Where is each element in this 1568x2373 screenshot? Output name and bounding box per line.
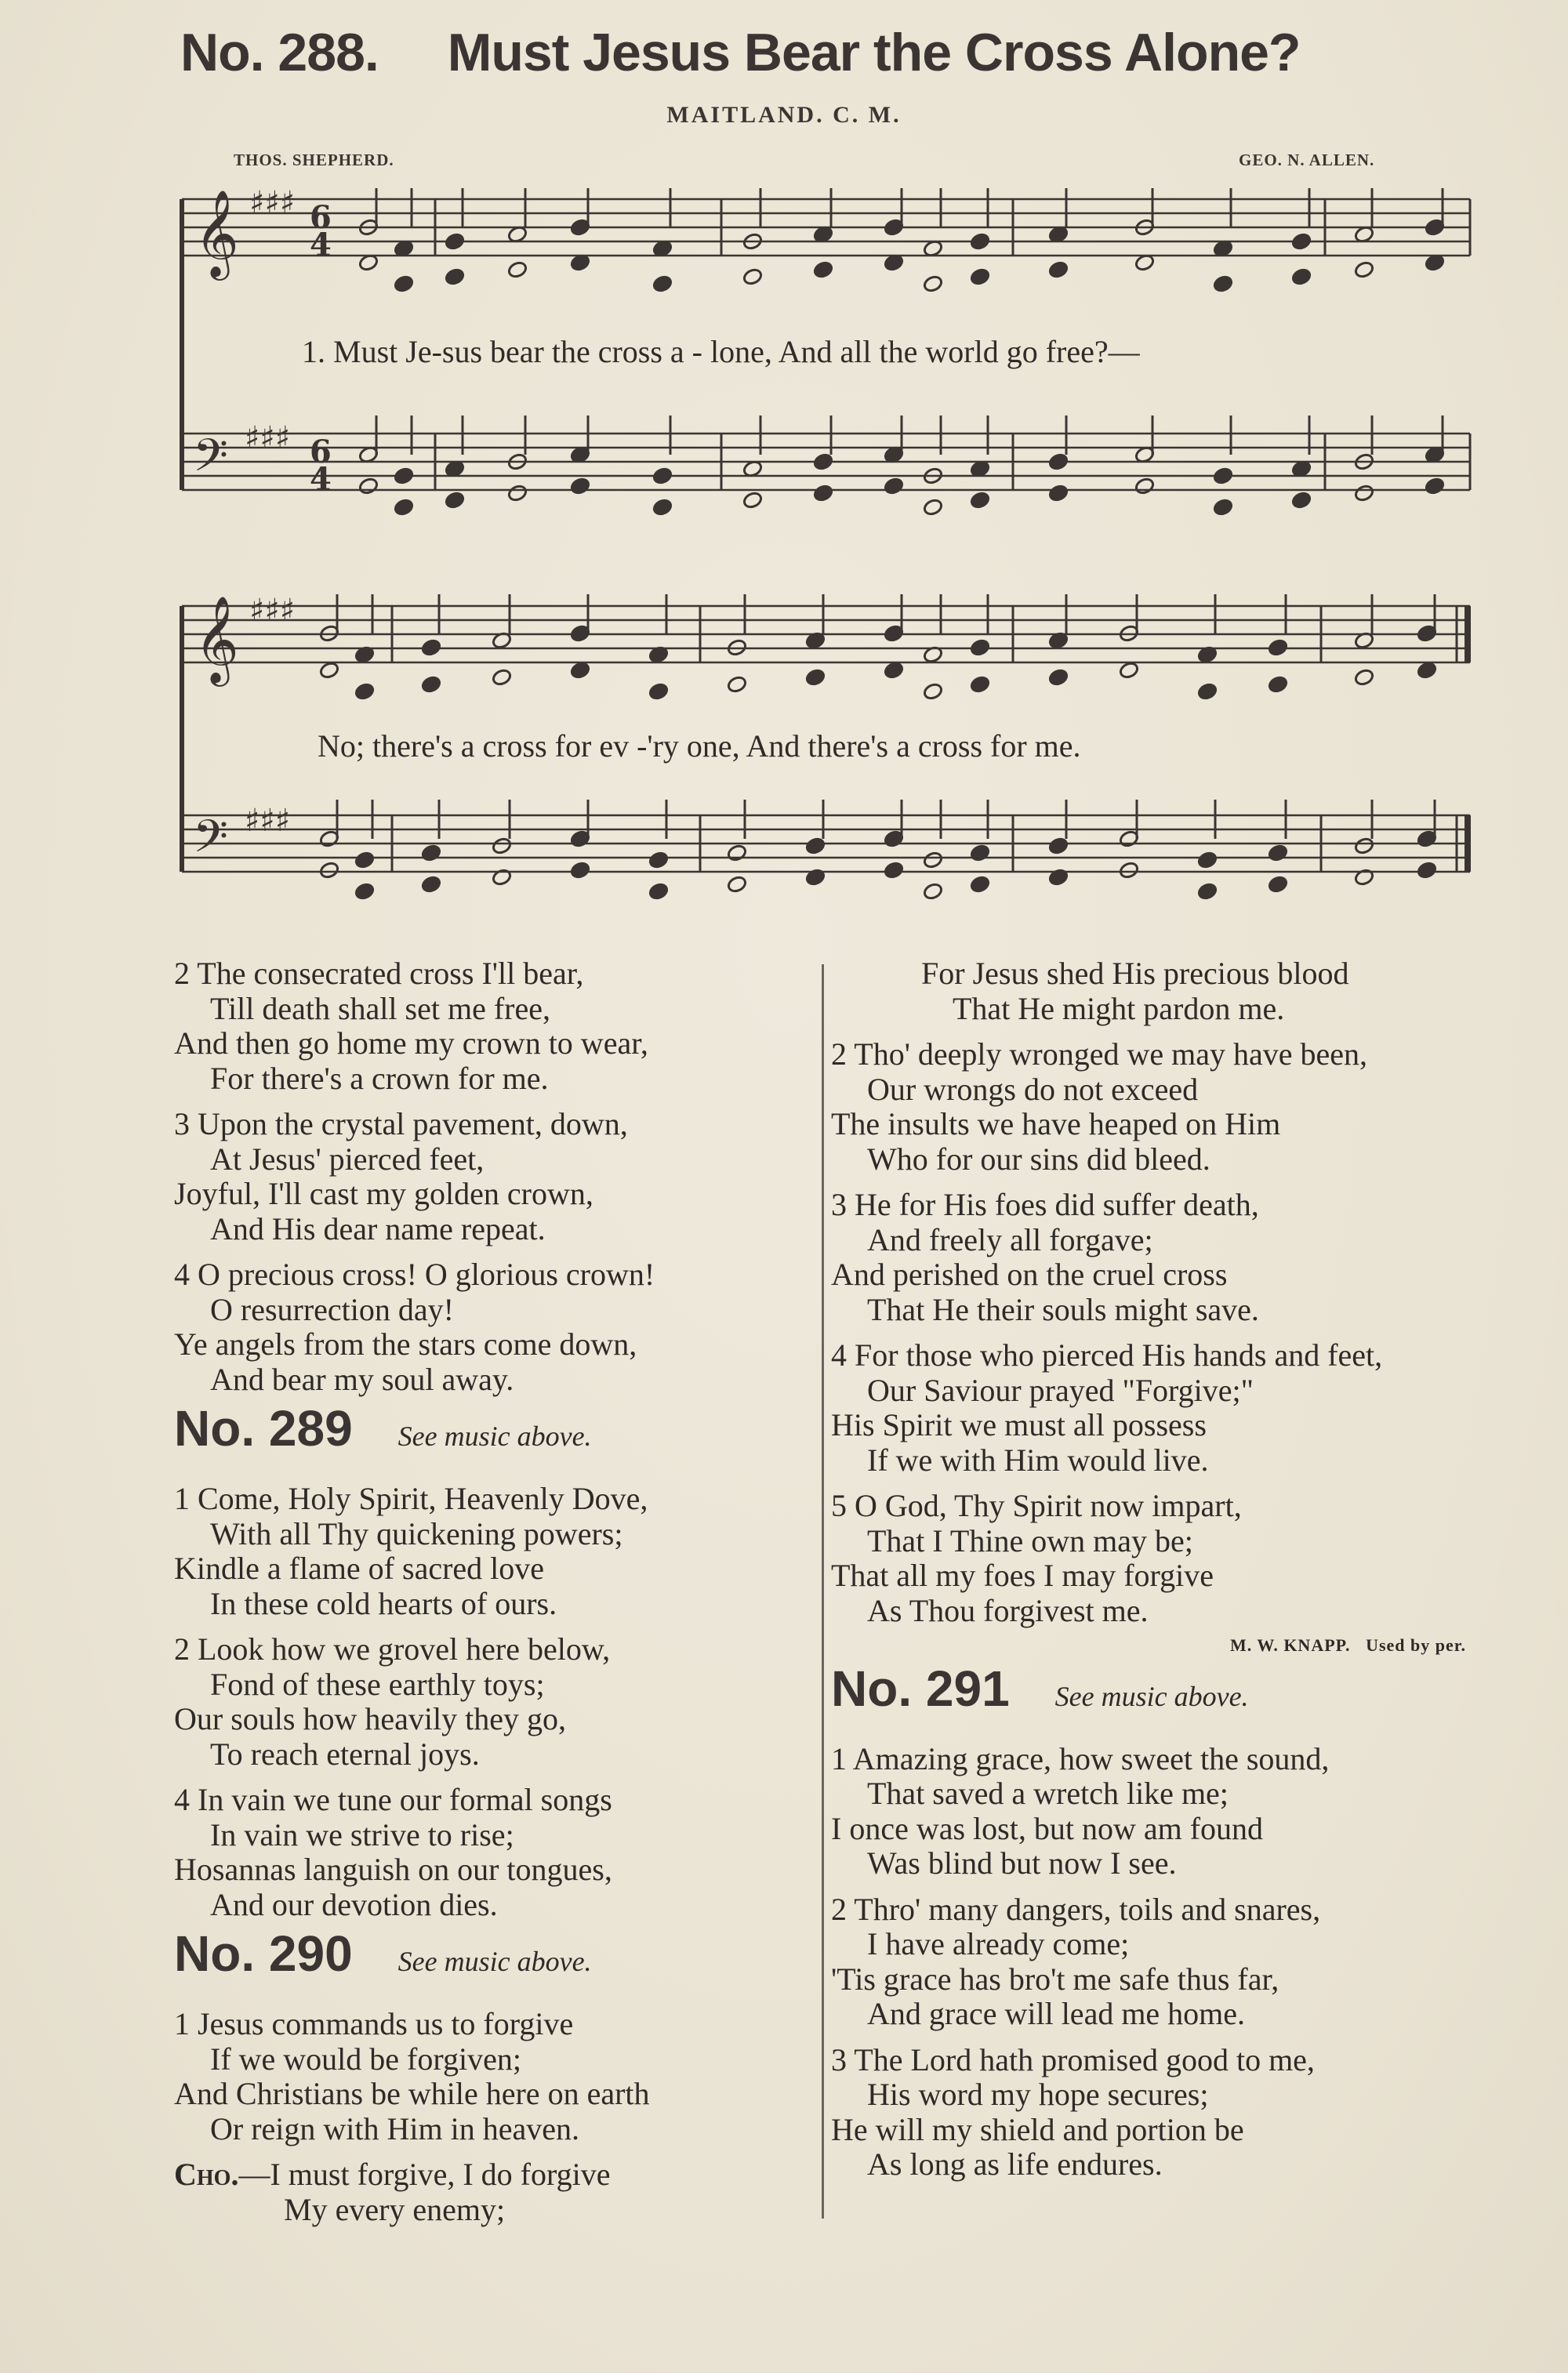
note-head: [727, 875, 748, 894]
verse-line: He will my shield and portion be: [831, 2111, 1244, 2147]
composer-credit: GEO. N. ALLEN.: [1239, 151, 1375, 169]
note-head: [492, 868, 513, 887]
verse: [174, 1632, 817, 1772]
note-head: [742, 267, 764, 286]
note-head: [421, 844, 442, 862]
note-head: [1268, 875, 1289, 894]
note-head: [1048, 260, 1069, 279]
right-column: [831, 956, 1521, 2183]
verse: [831, 1892, 1521, 2032]
note-head: [970, 675, 991, 694]
verse-line: Hosannas languish on our tongues,: [174, 1852, 612, 1887]
verse: [831, 1742, 1521, 1881]
hymn-289-verses: [174, 1482, 817, 1922]
hymn-290-number: No. 290: [174, 1925, 353, 1982]
note-head: [1213, 466, 1234, 485]
verse: [174, 956, 817, 1096]
verse-line: As Thou forgivest me.: [867, 1592, 1149, 1628]
hymn-289-header: [174, 1400, 817, 1482]
note-head: [805, 868, 826, 887]
notes: [319, 188, 1446, 901]
note-head: [652, 498, 673, 517]
note-head: [421, 638, 442, 657]
verse-line: Joyful, I'll cast my golden crown,: [174, 1176, 593, 1211]
note-head: [923, 851, 944, 869]
bass-clef-icon: 𝄢: [193, 429, 229, 493]
note-head: [805, 668, 826, 687]
treble-clef-icon: 𝄞: [194, 595, 239, 683]
note-head: [1291, 232, 1312, 251]
note-head: [570, 661, 591, 680]
note-head: [1048, 868, 1069, 887]
note-head: [358, 477, 379, 495]
note-head: [1268, 638, 1289, 657]
note-head: [805, 836, 826, 855]
note-head: [648, 682, 670, 701]
note-head: [354, 851, 376, 869]
verse-line: And perished on the cruel cross: [831, 1257, 1228, 1292]
note-head: [970, 491, 991, 510]
verse-line: 4 O precious cross! O glorious crown!: [174, 1257, 655, 1292]
verse-line: Our Saviour prayed "Forgive;": [867, 1372, 1254, 1408]
note-head: [1425, 477, 1446, 495]
time-signature-top: 6: [310, 434, 332, 470]
hymn-290-chorus-line-3: For Jesus shed His precious blood: [921, 956, 1349, 991]
note-head: [507, 484, 528, 503]
note-head: [970, 638, 991, 657]
note-head: [652, 466, 673, 485]
hymn-291-number: No. 291: [831, 1660, 1010, 1717]
verse-line: Our wrongs do not exceed: [867, 1071, 1199, 1107]
lyricist-credit: THOS. SHEPHERD.: [234, 151, 394, 169]
verse-line: And bear my soul away.: [210, 1361, 514, 1397]
bass-clef-icon: 𝄢: [193, 810, 229, 874]
hymn-290-chorus-line-4: That He might pardon me.: [953, 990, 1285, 1026]
verse-line: In vain we strive to rise;: [210, 1816, 514, 1852]
note-head: [492, 668, 513, 687]
verse-line: And freely all forgave;: [867, 1221, 1153, 1257]
note-head: [445, 232, 466, 251]
verse-line: 5 O God, Thy Spirit now impart,: [831, 1488, 1242, 1523]
time-signature-top: 6: [310, 199, 332, 236]
verse-line: 3 He for His foes did suffer death,: [831, 1187, 1259, 1222]
verse-line: Till death shall set me free,: [210, 990, 550, 1026]
verse: [831, 1338, 1521, 1478]
note-head: [813, 452, 834, 471]
verse-line: As long as life endures.: [867, 2146, 1163, 2182]
note-head: [445, 491, 466, 510]
verse-line: If we with Him would live.: [867, 1442, 1209, 1478]
note-head: [648, 851, 670, 869]
hymn-288-verses: [174, 956, 817, 1397]
hymn-291-note: See music above.: [1054, 1680, 1249, 1712]
note-head: [970, 267, 991, 286]
hymn-290-verse-1: [174, 2007, 817, 2146]
verse-line: And grace will lead me home.: [867, 1996, 1246, 2031]
note-head: [1268, 675, 1289, 694]
note-head: [1417, 661, 1438, 680]
verse-line: To reach eternal joys.: [210, 1736, 480, 1772]
verse-line: That all my foes I may forgive: [831, 1558, 1214, 1593]
verse: [831, 2043, 1521, 2183]
hymn-290-chorus-line-1: Cho.—I must forgive, I do forgive: [174, 2157, 611, 2192]
note-head: [648, 882, 670, 901]
tune-name: MAITLAND. C. M.: [666, 102, 902, 128]
note-head: [1213, 274, 1234, 293]
note-head: [1119, 861, 1140, 880]
note-head: [421, 675, 442, 694]
verse-line: 1 Amazing grace, how sweet the sound,: [831, 1740, 1330, 1776]
verse-line: 4 For those who pierced His hands and feet,: [831, 1337, 1383, 1373]
verse-line: 2 Thro' many dangers, toils and snares,: [831, 1891, 1321, 1927]
note-head: [394, 498, 415, 517]
note-head: [970, 232, 991, 251]
verse-line: 3 The Lord hath promised good to me,: [831, 2041, 1315, 2077]
note-head: [970, 875, 991, 894]
verse-line: 1 Come, Holy Spirit, Heavenly Dove,: [174, 1481, 648, 1516]
note-head: [1291, 491, 1312, 510]
note-head: [1354, 836, 1375, 855]
note-head: [1197, 851, 1218, 869]
note-head: [923, 682, 944, 701]
verse: [831, 1489, 1521, 1628]
note-head: [1268, 844, 1289, 862]
verse-line: O resurrection day!: [210, 1291, 454, 1327]
lyric-line-2: No; there's a cross for ev -'ry one, And there's a cross for me.: [318, 728, 1081, 764]
lyric-line-1: 1. Must Je-sus bear the cross a - lone, And all the world go free?—: [302, 334, 1140, 369]
note-head: [1119, 661, 1140, 680]
hymn-288-number: No. 288.: [180, 23, 379, 82]
verse-line: At Jesus' pierced feet,: [210, 1141, 485, 1177]
hymn-290-credit: M. W. KNAPP. Used by per.: [1229, 1635, 1466, 1655]
note-head: [1048, 836, 1069, 855]
verse-line: His word my hope secures;: [867, 2077, 1209, 2112]
note-head: [1048, 484, 1069, 503]
note-head: [492, 836, 513, 855]
note-head: [923, 498, 944, 517]
note-head: [394, 274, 415, 293]
note-head: [1134, 477, 1156, 495]
verse-line: And Christians be while here on earth: [174, 2076, 650, 2111]
note-head: [1354, 668, 1375, 687]
key-signature-sharps: ♯♯♯: [249, 593, 296, 629]
note-head: [1354, 868, 1375, 887]
hymn-289-note: See music above.: [397, 1421, 592, 1452]
verse: [174, 1783, 817, 1922]
verse-line: With all Thy quickening powers;: [210, 1515, 623, 1551]
key-signature-sharps: ♯♯♯: [245, 803, 291, 839]
verse-line: If we would be forgiven;: [210, 2041, 521, 2077]
verse-line: For there's a crown for me.: [210, 1060, 549, 1096]
note-head: [813, 260, 834, 279]
note-head: [884, 861, 905, 880]
verse-line: And our devotion dies.: [210, 1886, 498, 1922]
note-head: [1213, 498, 1234, 517]
note-head: [884, 477, 905, 495]
verse-line: The insults we have heaped on Him: [831, 1106, 1281, 1141]
note-head: [1354, 484, 1375, 503]
verse-line: Kindle a flame of sacred love: [174, 1551, 545, 1586]
verse: [174, 1107, 817, 1246]
note-head: [507, 260, 528, 279]
verse-line: Or reign with Him in heaven.: [210, 2110, 579, 2146]
key-signature-sharps: ♯♯♯: [245, 420, 291, 456]
verse-line: 2 Tho' deeply wronged we may have been,: [831, 1036, 1368, 1072]
note-head: [394, 466, 415, 485]
note-head: [742, 491, 764, 510]
verse: [831, 1037, 1521, 1177]
note-head: [354, 882, 376, 901]
verse: [174, 1257, 817, 1397]
note-head: [727, 844, 748, 862]
note-head: [923, 882, 944, 901]
hymn-290-verses: [831, 1037, 1521, 1628]
hymn-290-note: See music above.: [397, 1946, 592, 1977]
hymn-290-header: [174, 1925, 817, 2007]
verse-line: That I Thine own may be;: [867, 1522, 1193, 1558]
note-head: [1197, 882, 1218, 901]
verse: [831, 1188, 1521, 1327]
verse-line: 'Tis grace has bro't me safe thus far,: [831, 1961, 1279, 1997]
hymn-291-verses: [831, 1742, 1521, 2183]
note-head: [319, 661, 340, 680]
verse-line: Fond of these earthly toys;: [210, 1666, 545, 1702]
verse-line: 2 The consecrated cross I'll bear,: [174, 956, 584, 991]
verse-line: Ye angels from the stars come down,: [174, 1326, 637, 1362]
note-head: [813, 484, 834, 503]
verse-line: That saved a wretch like me;: [867, 1776, 1229, 1811]
verse-line: And then go home my crown to wear,: [174, 1025, 648, 1061]
verse-line: I once was lost, but now am found: [831, 1810, 1264, 1846]
note-head: [421, 875, 442, 894]
hymn-290-chorus-line-2: My every enemy;: [284, 2191, 506, 2227]
note-head: [652, 274, 673, 293]
time-signature-bottom: 4: [310, 227, 332, 263]
chorus-label: Cho.: [174, 2157, 239, 2192]
note-head: [319, 861, 340, 880]
note-head: [1048, 668, 1069, 687]
note-head: [570, 477, 591, 495]
note-head: [970, 844, 991, 862]
left-column: [174, 956, 817, 2227]
verse-line: 1 Jesus commands us to forgive: [174, 2006, 574, 2041]
verse-line: His Spirit we must all possess: [831, 1407, 1207, 1442]
time-signature-bottom: 4: [310, 461, 332, 498]
treble-clef-icon: 𝄞: [194, 189, 239, 277]
verse-line: In these cold hearts of ours.: [210, 1585, 557, 1621]
verse-line: Was blind but now I see.: [867, 1845, 1177, 1881]
column-divider: [822, 964, 824, 2219]
note-head: [1354, 260, 1375, 279]
key-signature-sharps: ♯♯♯: [249, 185, 296, 221]
hymn-291-header: [831, 1660, 1521, 1742]
note-head: [354, 682, 376, 701]
note-head: [445, 267, 466, 286]
verse-line: 3 Upon the crystal pavement, down,: [174, 1106, 628, 1141]
note-head: [923, 274, 944, 293]
verse-line: 2 Look how we grovel here below,: [174, 1631, 611, 1667]
note-head: [1291, 267, 1312, 286]
note-head: [1197, 682, 1218, 701]
verse: [174, 1482, 817, 1621]
note-head: [727, 675, 748, 694]
note-head: [884, 661, 905, 680]
verse-line: 4 In vain we tune our formal songs: [174, 1782, 612, 1817]
note-head: [570, 861, 591, 880]
verse-line: Our souls how heavily they go,: [174, 1701, 566, 1736]
note-head: [1417, 861, 1438, 880]
system2-bass-staff: [182, 815, 1470, 872]
sheet-music: [0, 0, 1568, 964]
note-head: [1048, 452, 1069, 471]
hymn-288-title: Must Jesus Bear the Cross Alone?: [447, 23, 1301, 82]
verse-line: That He their souls might save.: [867, 1291, 1259, 1327]
verse-line: And His dear name repeat.: [210, 1210, 546, 1246]
hymn-289-number: No. 289: [174, 1400, 353, 1457]
verse-line: Who for our sins did bleed.: [867, 1141, 1210, 1177]
verse-line: I have already come;: [867, 1926, 1130, 1961]
